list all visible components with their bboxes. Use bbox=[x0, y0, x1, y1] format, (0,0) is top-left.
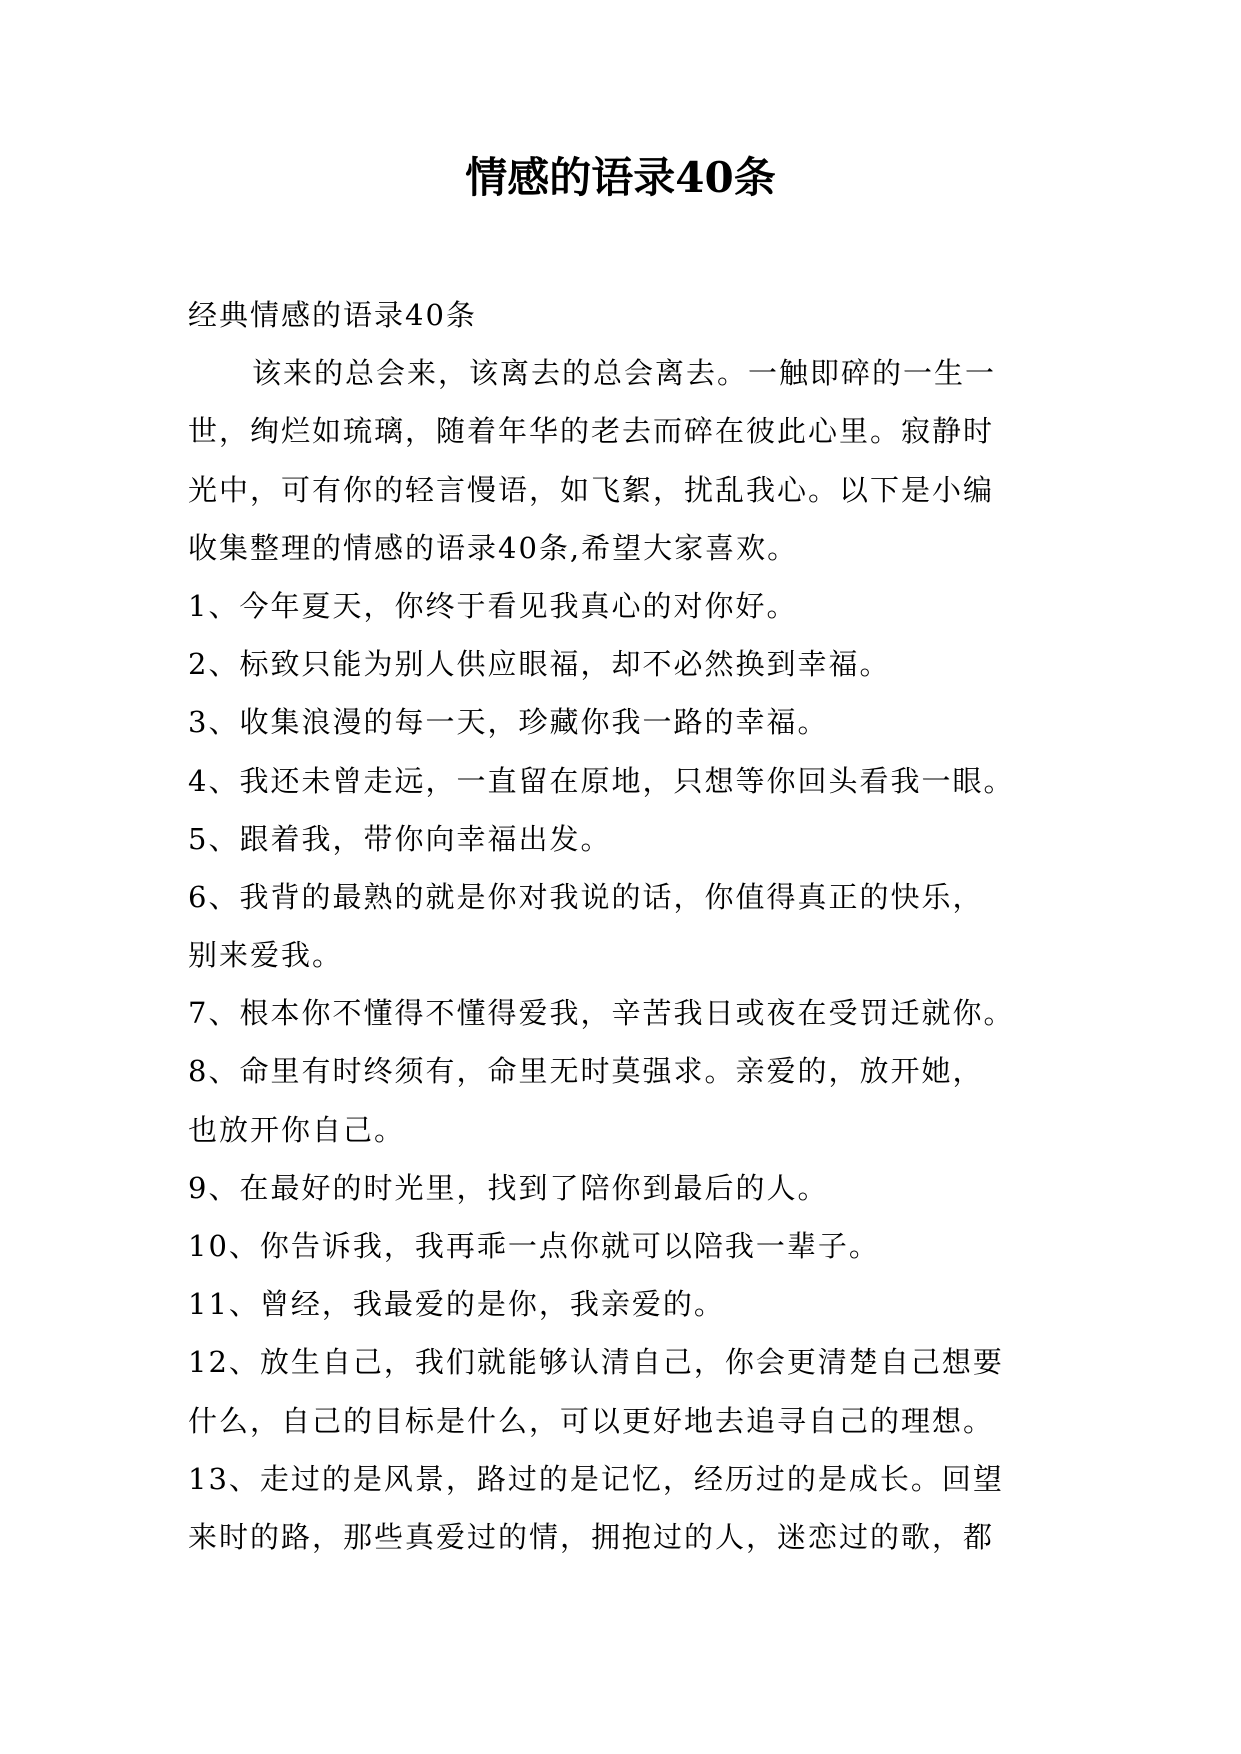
quote-line: 别来爱我。 bbox=[188, 938, 344, 973]
quote-line: 1、今年夏天，你终于看见我真心的对你好。 bbox=[188, 588, 798, 623]
quote-line: 7、根本你不懂得不懂得爱我，辛苦我日或夜在受罚迁就你。 bbox=[188, 996, 1015, 1031]
quote-line: 2、标致只能为别人供应眼福，却不必然换到幸福。 bbox=[188, 647, 891, 682]
quote-line: 来时的路，那些真爱过的情，拥抱过的人，迷恋过的歌，都 bbox=[188, 1519, 995, 1554]
quote-line: 3、收集浪漫的每一天，珍藏你我一路的幸福。 bbox=[188, 705, 829, 740]
quote-line: 11、曾经，我最爱的是你，我亲爱的。 bbox=[188, 1287, 725, 1322]
quote-line: 也放开你自己。 bbox=[188, 1112, 406, 1147]
intro-line: 收集整理的情感的语录40条,希望大家喜欢。 bbox=[188, 530, 799, 565]
quote-line: 5、跟着我，带你向幸福出发。 bbox=[188, 821, 612, 856]
quote-line: 什么，自己的目标是什么，可以更好地去追寻自己的理想。 bbox=[188, 1403, 995, 1438]
quote-line: 6、我背的最熟的就是你对我说的话，你值得真正的快乐， bbox=[188, 879, 984, 914]
quote-line: 8、命里有时终须有，命里无时莫强求。亲爱的，放开她， bbox=[188, 1054, 984, 1089]
document-title: 情感的语录40条 bbox=[465, 153, 776, 202]
quote-line: 9、在最好的时光里，找到了陪你到最后的人。 bbox=[188, 1170, 829, 1205]
document-body bbox=[188, 286, 1068, 1566]
intro-line: 世，绚烂如琉璃，随着年华的老去而碎在彼此心里。寂静时 bbox=[188, 414, 995, 449]
intro-line: 光中，可有你的轻言慢语，如飞絮，扰乱我心。以下是小编 bbox=[188, 472, 995, 507]
intro-line: 该来的总会来，该离去的总会离去。一触即碎的一生一 bbox=[252, 356, 997, 391]
quote-line: 12、放生自己，我们就能够认清自己，你会更清楚自己想要 bbox=[188, 1345, 1004, 1380]
quote-line: 10、你告诉我，我再乖一点你就可以陪我一辈子。 bbox=[188, 1229, 880, 1263]
section-heading: 经典情感的语录40条 bbox=[188, 298, 477, 332]
quote-line: 13、走过的是风景，路过的是记忆，经历过的是成长。回望 bbox=[188, 1461, 1004, 1496]
quote-line: 4、我还未曾走远，一直留在原地，只想等你回头看我一眼。 bbox=[188, 763, 1015, 798]
